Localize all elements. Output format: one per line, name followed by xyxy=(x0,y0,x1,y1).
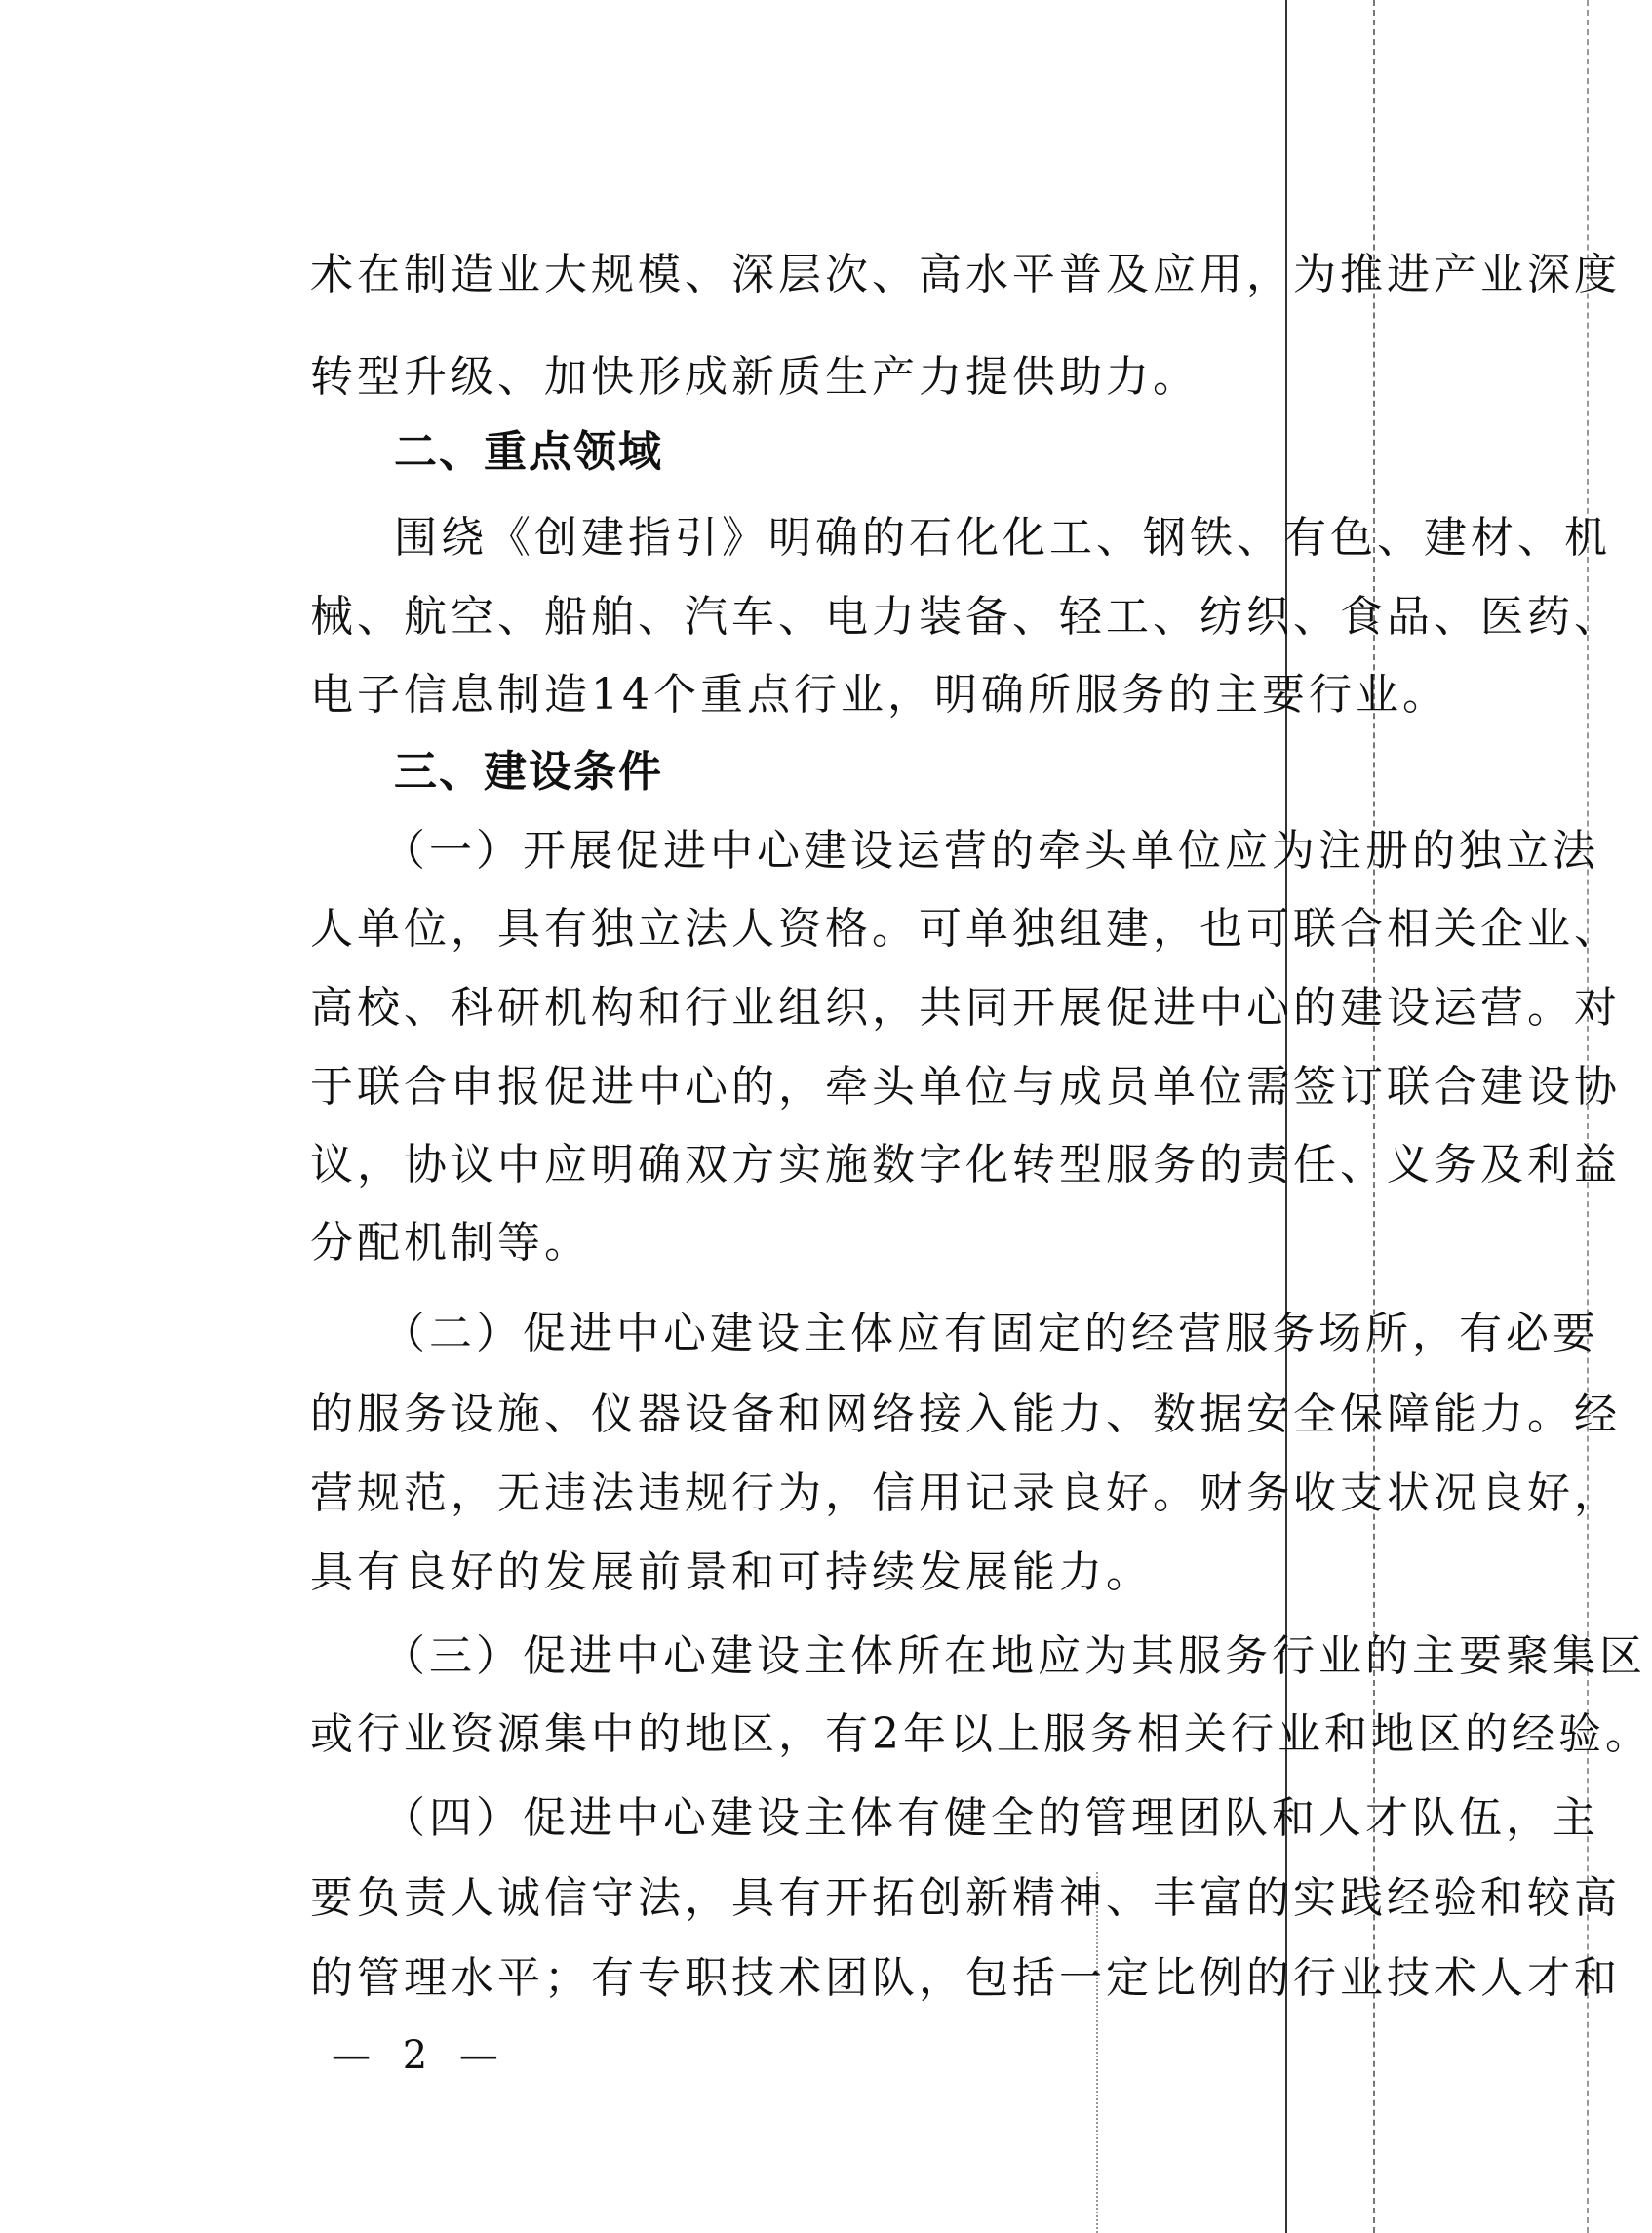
body-line: 的服务设施、仪器设备和网络接入能力、数据安全保障能力。经 xyxy=(310,1390,1621,1439)
body-line: 高校、科研机构和行业组织，共同开展促进中心的建设运营。对 xyxy=(310,983,1621,1033)
body-line: 议，协议中应明确双方实施数字化转型服务的责任、义务及利益 xyxy=(310,1140,1621,1190)
scan-dotted-line xyxy=(1096,1872,1098,2233)
body-line: 于联合申报促进中心的，牵头单位与成员单位需签订联合建设协 xyxy=(310,1062,1621,1112)
body-line: 围绕《创建指引》明确的石化化工、钢铁、有色、建材、机 xyxy=(394,513,1611,563)
body-line: 具有良好的发展前景和可持续发展能力。 xyxy=(310,1547,1153,1597)
body-line: 人单位，具有独立法人资格。可单独组建，也可联合相关企业、 xyxy=(310,904,1621,954)
body-line: 电子信息制造14个重点行业，明确所服务的主要行业。 xyxy=(310,670,1449,720)
body-line: 转型升级、加快形成新质生产力提供助力。 xyxy=(310,352,1200,402)
body-line: 或行业资源集中的地区，有2年以上服务相关行业和地区的经验。 xyxy=(310,1709,1652,1759)
body-line: （一）开展促进中心建设运营的牵头单位应为注册的独立法 xyxy=(382,826,1599,876)
body-line: 的管理水平；有专职技术团队，包括一定比例的行业技术人才和 xyxy=(310,1953,1621,2003)
body-line: 分配机制等。 xyxy=(310,1218,591,1268)
body-line: （三）促进中心建设主体所在地应为其服务行业的主要聚集区 xyxy=(382,1631,1646,1681)
body-line: 营规范，无违法违规行为，信用记录良好。财务收支状况良好， xyxy=(310,1469,1621,1518)
section-heading: 二、重点领域 xyxy=(394,427,663,477)
section-heading: 三、建设条件 xyxy=(394,747,663,797)
body-line: （二）促进中心建设主体应有固定的经营服务场所，有必要 xyxy=(382,1309,1599,1358)
page-number: — 2 — xyxy=(332,2033,508,2078)
body-line: （四）促进中心建设主体有健全的管理团队和人才队伍，主 xyxy=(382,1793,1599,1843)
body-line: 要负责人诚信守法，具有开拓创新精神、丰富的实践经验和较高 xyxy=(310,1873,1621,1923)
body-line: 械、航空、船舶、汽车、电力装备、轻工、纺织、食品、医药、 xyxy=(310,592,1621,642)
body-line: 术在制造业大规模、深层次、高水平普及应用，为推进产业深度 xyxy=(310,250,1621,299)
